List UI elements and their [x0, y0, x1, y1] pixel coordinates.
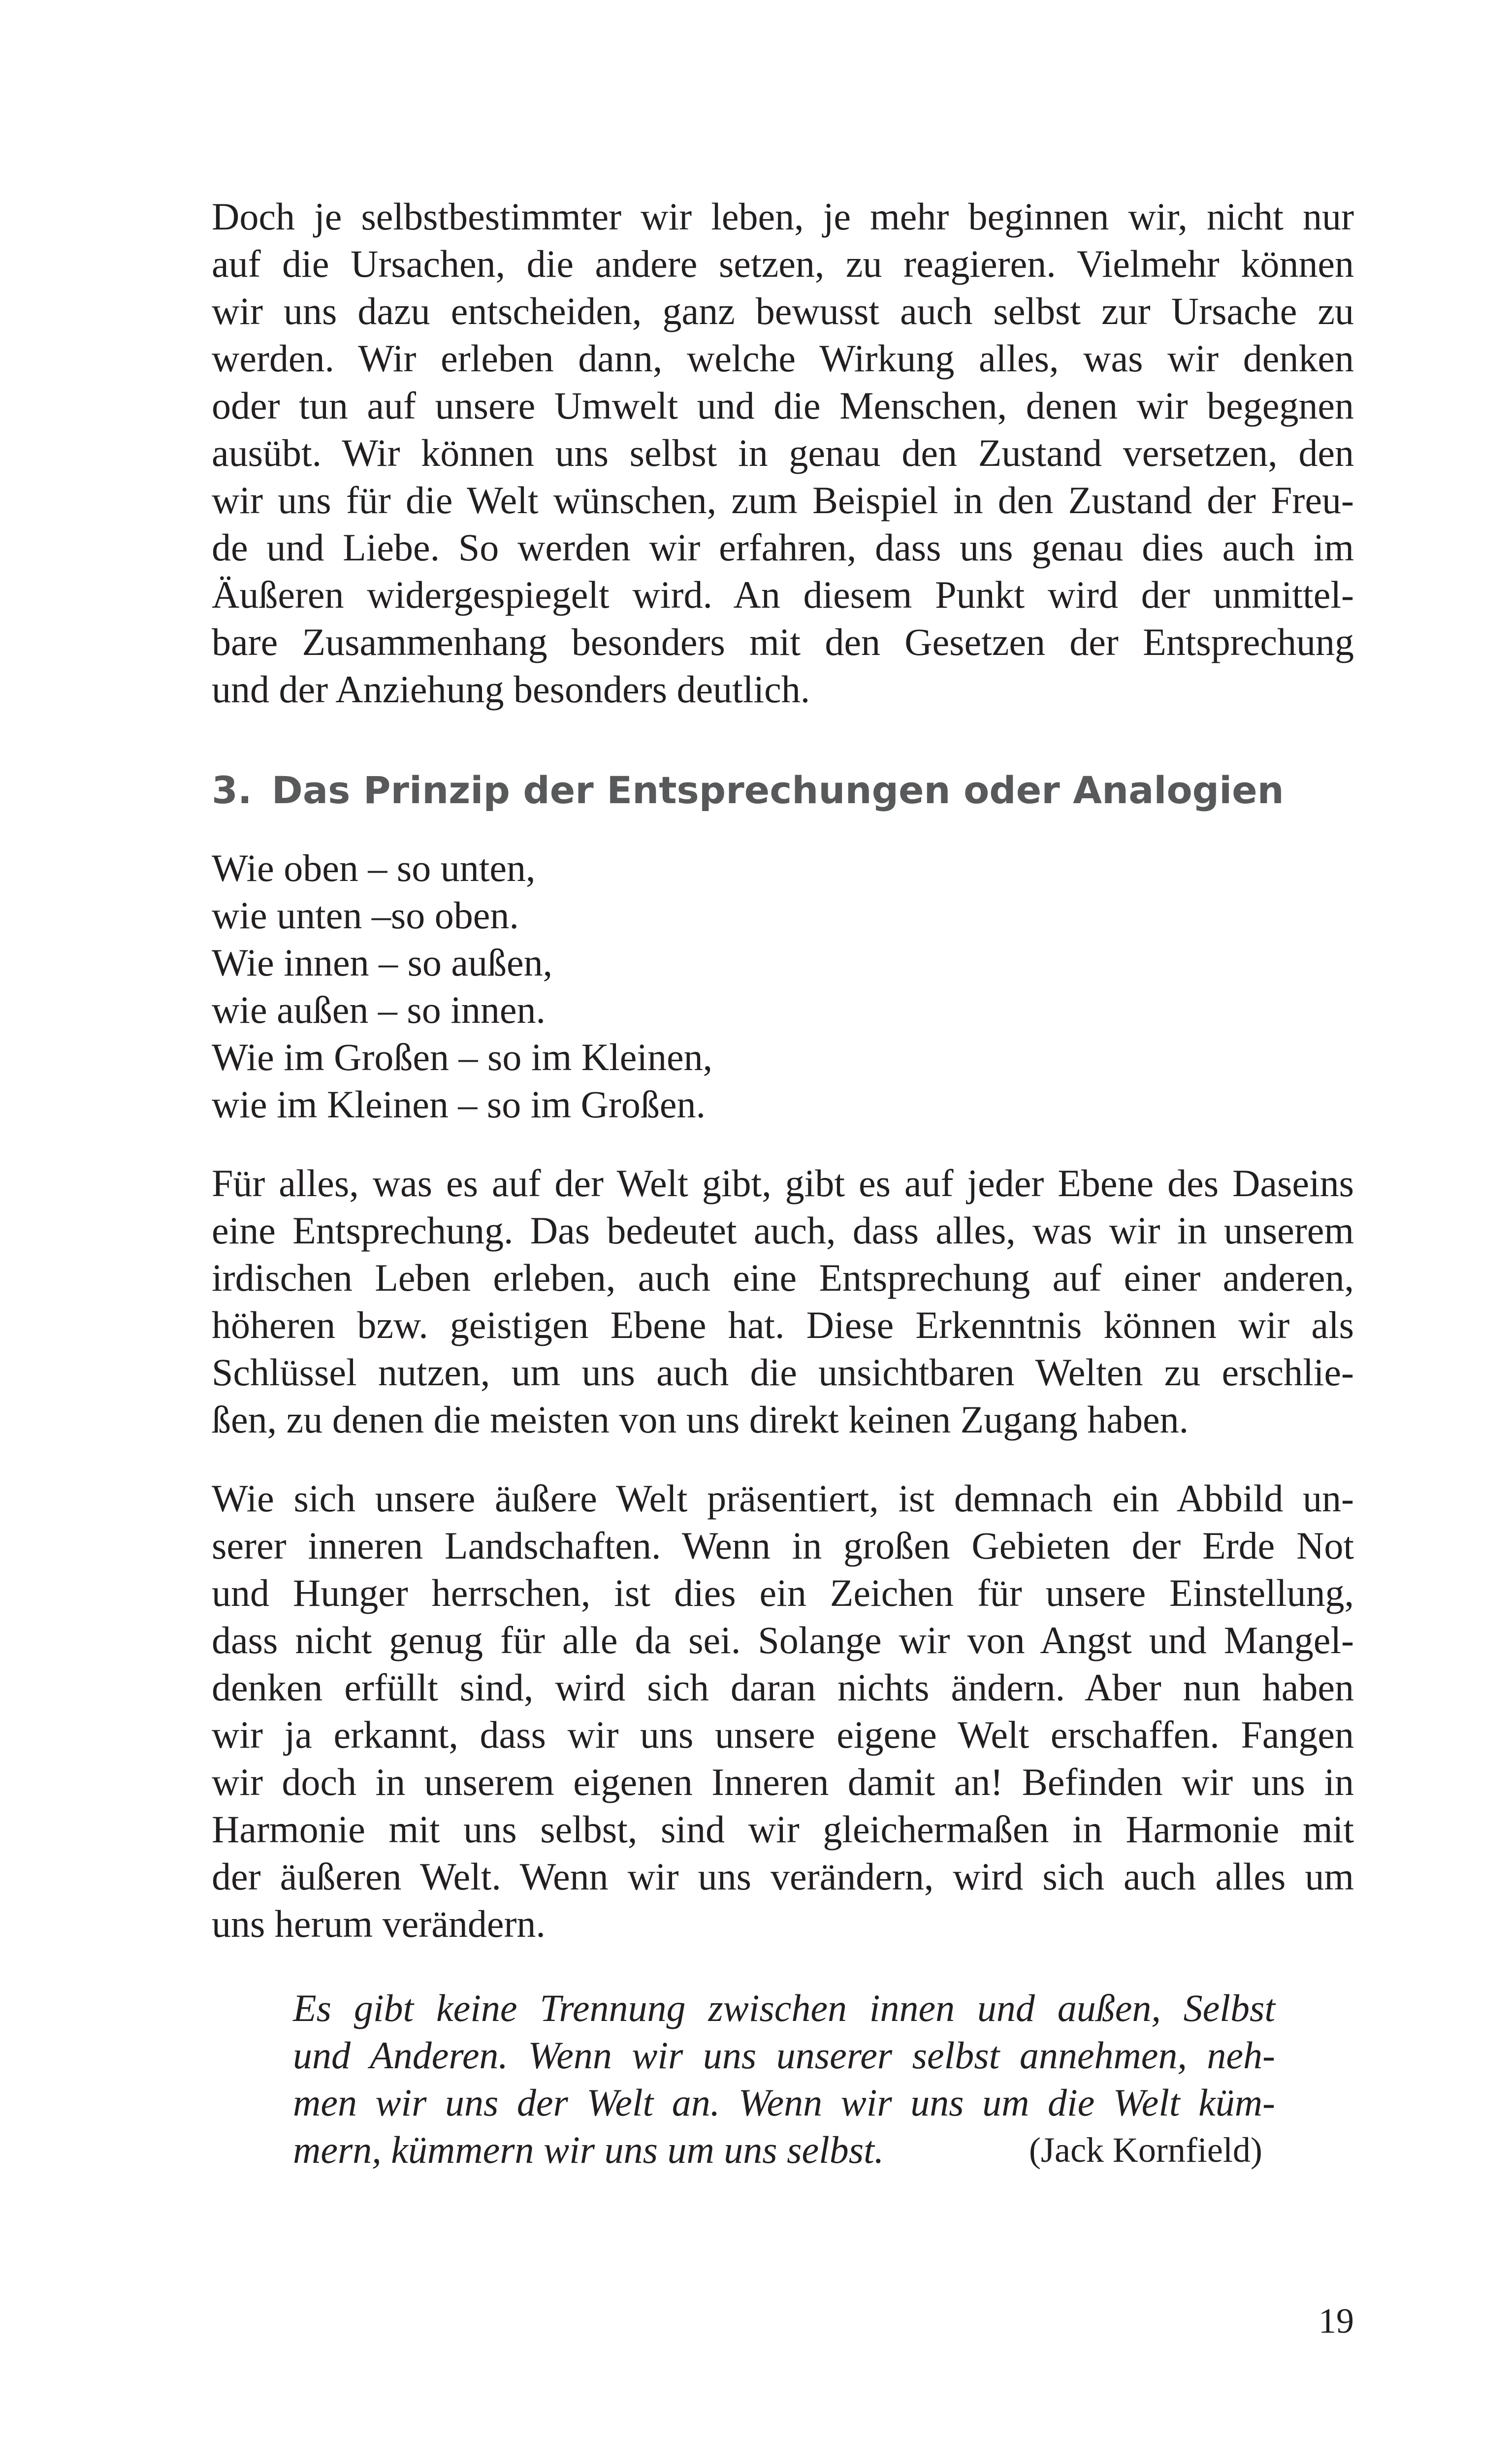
text-line: Harmonie mit uns selbst, sind wir gleichermaßen in Harmonie mit — [212, 1808, 1354, 1851]
quote-line: und Anderen. Wenn wir uns unserer selbst annehmen, neh- — [293, 2034, 1275, 2077]
text-line: Doch je selbstbestimmter wir leben, je mehr beginnen wir, nicht nur — [212, 195, 1354, 238]
text-line: serer inneren Landschaften. Wenn in großen Gebieten der Erde Not — [212, 1524, 1354, 1567]
text-line: oder tun auf unsere Umwelt und die Menschen, denen wir begegnen — [212, 384, 1354, 427]
paragraph-outer-world — [212, 1475, 1354, 1948]
poem-line: wie im Kleinen – so im Großen. — [212, 1083, 706, 1126]
section-title: Das Prinzip der Entsprechungen oder Analogien — [271, 768, 1284, 812]
text-line: uns herum verändern. — [212, 1902, 546, 1945]
quote-line: men wir uns der Welt an. Wenn wir uns um die Welt küm- — [293, 2081, 1275, 2124]
text-line: Schlüssel nutzen, um uns auch die unsichtbaren Welten zu erschlie- — [212, 1351, 1354, 1394]
poem-line: wie unten –so oben. — [212, 894, 519, 937]
poem-line: wie außen – so innen. — [212, 988, 546, 1031]
text-line: dass nicht genug für alle da sei. Solange wir von Angst und Mangel- — [212, 1619, 1354, 1661]
quote-line: Es gibt keine Trennung zwischen innen und außen, Selbst — [293, 1987, 1275, 2029]
text-line: wir ja erkannt, dass wir uns unsere eigene Welt erschaffen. Fangen — [212, 1713, 1354, 1756]
quote-attribution: (Jack Kornfield) — [1029, 2130, 1262, 2170]
poem-line: Wie oben – so unten, — [212, 847, 536, 889]
section-heading — [212, 766, 1284, 815]
quote-line: mern, kümmern wir uns um uns selbst. — [293, 2128, 884, 2171]
text-line: de und Liebe. So werden wir erfahren, dass uns genau dies auch im — [212, 526, 1354, 569]
text-line: wir uns dazu entscheiden, ganz bewusst auch selbst zur Ursache zu — [212, 290, 1354, 332]
section-number: 3. — [212, 768, 252, 812]
text-line: der äußeren Welt. Wenn wir uns verändern, wird sich auch alles um — [212, 1855, 1354, 1898]
text-line: eine Entsprechung. Das bedeutet auch, dass alles, was wir in unserem — [212, 1209, 1354, 1252]
poem-line: Wie im Großen – so im Kleinen, — [212, 1036, 713, 1078]
text-line: höheren bzw. geistigen Ebene hat. Diese Erkenntnis können wir als — [212, 1303, 1354, 1346]
text-line: Wie sich unsere äußere Welt präsentiert, ist demnach ein Abbild un- — [212, 1477, 1354, 1520]
text-line: denken erfüllt sind, wird sich daran nichts ändern. Aber nun haben — [212, 1666, 1354, 1709]
paragraph-correspondence — [212, 1160, 1354, 1443]
text-line: wir doch in unserem eigenen Inneren damit an! Befinden wir uns in — [212, 1760, 1354, 1803]
paragraph-causation — [212, 193, 1354, 713]
text-line: werden. Wir erleben dann, welche Wirkung alles, was wir denken — [212, 337, 1354, 380]
text-line: und Hunger herrschen, ist dies ein Zeichen für unsere Einstellung, — [212, 1571, 1354, 1614]
poem-line: Wie innen – so außen, — [212, 941, 553, 984]
text-line: ausübt. Wir können uns selbst in genau den Zustand versetzen, den — [212, 431, 1354, 474]
page-number: 19 — [1319, 2301, 1354, 2341]
text-line: auf die Ursachen, die andere setzen, zu reagieren. Vielmehr können — [212, 242, 1354, 285]
text-line: ßen, zu denen die meisten von uns direkt keinen Zugang haben. — [212, 1398, 1189, 1441]
text-line: bare Zusammenhang besonders mit den Gesetzen der Entsprechung — [212, 620, 1354, 663]
text-line: wir uns für die Welt wünschen, zum Beispiel in den Zustand der Freu- — [212, 479, 1354, 521]
text-line: irdischen Leben erleben, auch eine Entsprechung auf einer anderen, — [212, 1256, 1354, 1299]
text-line: Äußeren widergespiegelt wird. An diesem Punkt wird der unmittel- — [212, 573, 1354, 616]
text-line: und der Anziehung besonders deutlich. — [212, 668, 810, 711]
text-line: Für alles, was es auf der Welt gibt, gibt es auf jeder Ebene des Daseins — [212, 1162, 1354, 1205]
poem — [212, 845, 1354, 1128]
